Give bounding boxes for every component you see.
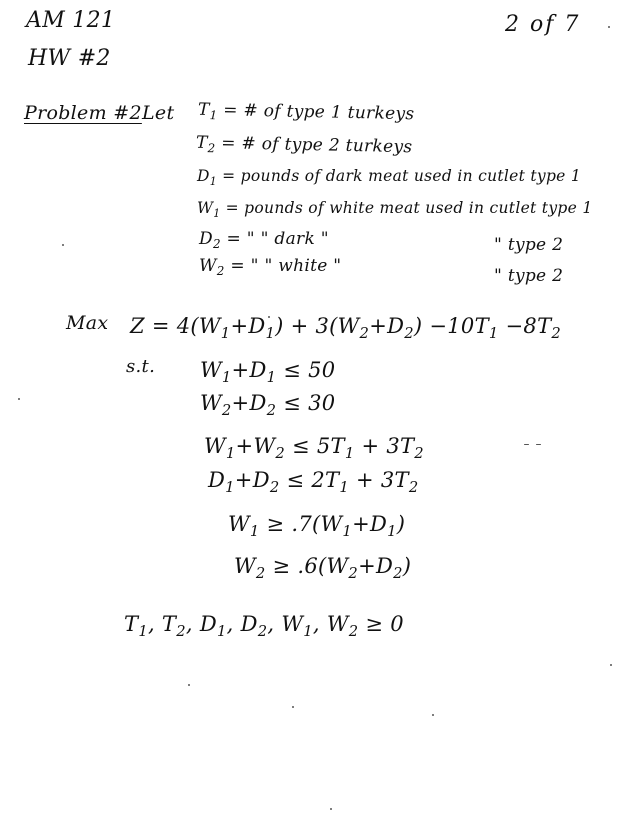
scan-speck <box>536 444 541 445</box>
objective-subscript: 1 <box>220 325 231 343</box>
definition-symbol: D <box>199 229 213 249</box>
definition-t1 <box>197 99 415 125</box>
constraint-term: +D <box>231 391 267 415</box>
constraint-subscript: 2 <box>393 565 403 583</box>
definition-text: = # of type 2 turkeys <box>221 133 413 158</box>
objective-term: ) + 3(W <box>275 314 360 338</box>
problem-label: Problem #2 <box>24 102 142 124</box>
constraint-term: ) <box>396 512 406 536</box>
subject-to-label: s.t. <box>126 356 156 377</box>
objective-term: +D <box>230 314 266 338</box>
constraint-term: + 3T <box>348 468 409 492</box>
objective-subscript: 2 <box>551 325 562 343</box>
constraint-subscript: 2 <box>269 479 280 497</box>
definition-w1 <box>197 199 593 220</box>
constraint-row <box>200 358 336 387</box>
objective-function <box>130 314 562 343</box>
objective-term: −8T <box>498 314 552 338</box>
constraint-row <box>204 434 424 463</box>
constraint-subscript: 1 <box>225 445 236 463</box>
constraint-term: ≤ 5T <box>284 434 345 458</box>
nonneg-term: , T <box>147 612 177 636</box>
constraint-term: ≥ .7(W <box>259 512 343 536</box>
constraint-subscript: 2 <box>255 565 266 583</box>
definition-subscript: 2 <box>212 237 221 252</box>
constraint-term: +D <box>231 358 267 382</box>
nonneg-subscript: 2 <box>348 623 359 641</box>
definition-subscript: 1 <box>209 174 217 188</box>
constraint-term: ) <box>402 554 412 578</box>
definition-w2-ditto: " type 2 <box>494 266 564 286</box>
constraint-subscript: 1 <box>225 479 235 497</box>
constraint-term: +W <box>235 434 276 458</box>
scan-speck <box>608 26 610 28</box>
definition-symbol: T <box>197 99 210 120</box>
definition-symbol: W <box>199 256 217 276</box>
nonneg-subscript: 1 <box>216 623 227 641</box>
nonnegativity-constraint <box>124 612 404 641</box>
scan-speck <box>432 714 434 716</box>
scan-speck <box>62 244 64 246</box>
objective-term: 4(W <box>176 314 221 338</box>
constraint-term: ≤ 30 <box>276 391 336 415</box>
scan-speck <box>610 664 612 666</box>
nonneg-term: , D <box>185 612 217 636</box>
objective-subscript: 2 <box>359 325 370 343</box>
scan-speck <box>268 316 270 318</box>
definition-w2 <box>199 256 342 279</box>
constraint-term: W <box>200 391 222 415</box>
definition-subscript: 1 <box>209 108 218 123</box>
constraint-row <box>228 512 406 541</box>
constraint-subscript: 1 <box>249 523 260 541</box>
constraint-term: ≥ .6(W <box>265 554 349 578</box>
nonneg-subscript: 1 <box>303 623 313 641</box>
nonneg-term: T <box>124 612 139 636</box>
definition-d1 <box>197 167 582 188</box>
definition-text: = pounds of white meat used in cutlet type 1 <box>225 199 593 217</box>
constraint-subscript: 1 <box>342 523 353 541</box>
nonneg-subscript: 2 <box>176 623 186 641</box>
definition-text: = pounds of dark meat used in cutlet type 1 <box>222 167 582 185</box>
nonneg-term: , W <box>267 612 304 636</box>
constraint-row <box>200 391 336 420</box>
constraint-term: + 3T <box>354 434 415 458</box>
constraint-term: D <box>208 468 226 492</box>
objective-subscript: 2 <box>404 325 414 343</box>
definition-symbol: W <box>197 199 214 217</box>
constraint-subscript: 2 <box>414 445 424 463</box>
definition-text: = " " dark " <box>226 229 329 249</box>
nonneg-term: , W <box>312 612 349 636</box>
scan-speck <box>188 684 190 686</box>
definition-d2 <box>199 229 329 252</box>
course-title: AM 121 <box>26 8 116 33</box>
constraint-subscript: 2 <box>408 479 419 497</box>
constraint-subscript: 1 <box>266 369 277 387</box>
objective-subscript: 1 <box>488 325 499 343</box>
scan-speck <box>292 706 294 708</box>
definition-d2-ditto: " type 2 <box>494 235 564 255</box>
scan-speck <box>524 444 529 445</box>
constraint-subscript: 2 <box>275 445 285 463</box>
nonneg-term: ≥ 0 <box>358 612 404 636</box>
objective-subscript: 1 <box>265 325 276 343</box>
constraint-subscript: 1 <box>344 445 355 463</box>
constraint-term: +D <box>352 512 388 536</box>
objective-term: ) −10T <box>413 314 489 338</box>
constraint-subscript: 1 <box>339 479 349 497</box>
constraint-subscript: 1 <box>387 523 397 541</box>
assignment-title: HW #2 <box>28 46 111 71</box>
definition-symbol: T <box>195 132 208 153</box>
objective-lhs: Z = <box>130 314 170 338</box>
nonneg-subscript: 2 <box>257 623 268 641</box>
scan-speck <box>18 398 20 400</box>
constraint-subscript: 2 <box>221 402 232 420</box>
constraint-row <box>208 468 419 497</box>
constraint-term: W <box>200 358 222 382</box>
constraint-term: +D <box>234 468 270 492</box>
scan-speck <box>330 808 332 810</box>
nonneg-term: , D <box>226 612 258 636</box>
constraint-term: ≤ 2T <box>279 468 340 492</box>
constraint-subscript: 2 <box>348 565 359 583</box>
definition-text: = # of type 1 turkeys <box>223 100 415 125</box>
constraint-term: W <box>234 554 256 578</box>
constraint-term: W <box>228 512 250 536</box>
constraint-term: ≤ 50 <box>276 358 336 382</box>
constraint-subscript: 1 <box>221 369 232 387</box>
definition-subscript: 2 <box>207 141 216 156</box>
constraint-row <box>234 554 412 583</box>
page-indicator: 2 of 7 <box>505 12 581 37</box>
constraint-term: W <box>204 434 226 458</box>
definition-t2 <box>195 132 413 158</box>
definition-text: = " " white " <box>230 256 342 276</box>
definition-subscript: 2 <box>216 264 225 279</box>
nonneg-subscript: 1 <box>138 623 148 641</box>
definition-subscript: 1 <box>213 206 221 220</box>
let-keyword: Let <box>142 102 175 124</box>
constraint-subscript: 2 <box>266 402 277 420</box>
definition-symbol: D <box>197 167 210 185</box>
max-label: Max <box>66 312 109 334</box>
objective-term: +D <box>369 314 405 338</box>
constraint-term: +D <box>358 554 394 578</box>
